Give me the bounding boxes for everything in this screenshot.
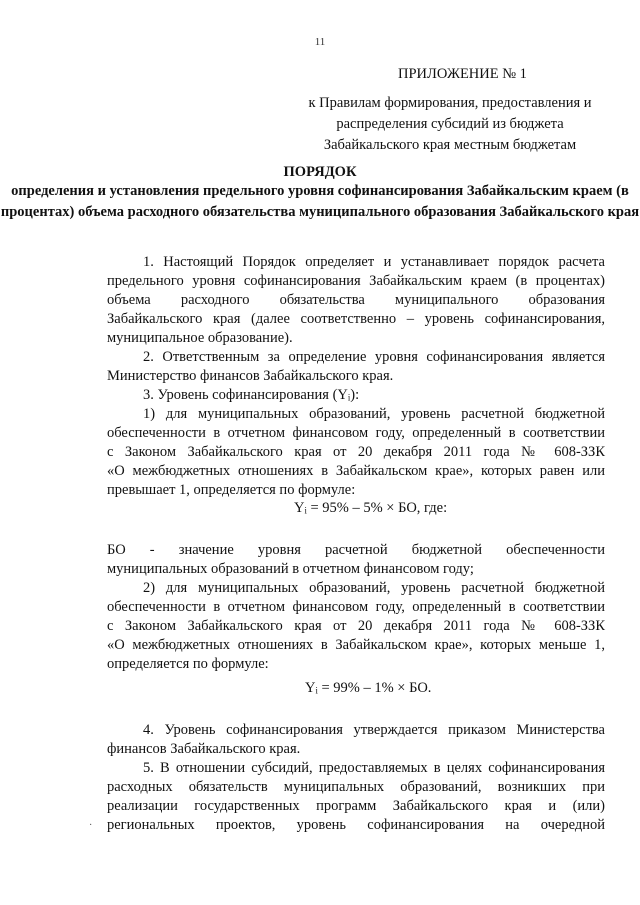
body-line: Забайкальского края (далее соответственно – уровень софинансирования, — [107, 311, 605, 327]
body-line: 1. Настоящий Порядок определяет и устанавливает порядок расчета — [143, 254, 605, 270]
margin-mark: · — [89, 820, 93, 831]
body-line: БО - значение уровня расчетной бюджетной обеспеченности — [107, 542, 605, 558]
body-line: предельного уровня софинансирования Забайкальским краем (в процентах) — [107, 273, 605, 289]
document-subtitle: определения и установления предельного уровня софинансирования Забайкальским краем (в процентах) объема расходного обязательства муниципального образования Забайкальского края — [0, 183, 640, 220]
body-line: объема расходного обязательства муниципального образования — [107, 292, 605, 308]
page-number: 11 — [314, 36, 326, 48]
body-line: «О межбюджетных отношениях в Забайкальском крае», которых равен или — [107, 463, 605, 479]
body-line: Министерство финансов Забайкальского края. — [107, 368, 394, 384]
body-line: 2) для муниципальных образований, уровень расчетной бюджетной — [143, 580, 605, 596]
body-line: финансов Забайкальского края. — [107, 741, 301, 757]
body-line: обеспеченности в отчетном финансовом году, определенный в соответствии — [107, 425, 605, 441]
body-line: с Законом Забайкальского края от 20 декабря 2011 года № 608-ЗЗК — [107, 618, 605, 634]
body-line: обеспеченности в отчетном финансовом году, определенный в соответствии — [107, 599, 605, 615]
body-line: расходных обязательств муниципальных образований, возникших при — [107, 779, 605, 795]
body-line: превышает 1, определяется по формуле: — [107, 482, 356, 498]
body-line: с Законом Забайкальского края от 20 декабря 2011 года № 608-ЗЗК — [107, 444, 605, 460]
body-line: 5. В отношении субсидий, предоставляемых в целях софинансирования — [143, 760, 605, 776]
appendix-title: ПРИЛОЖЕНИЕ № 1 — [398, 66, 527, 82]
body-line: реализации государственных программ Забайкальского края и (или) — [107, 798, 605, 814]
document-title: ПОРЯДОК — [283, 164, 357, 180]
formula-1: Yᵢ = 95% – 5% × БО, где: — [294, 500, 448, 516]
body-line: определяется по формуле: — [107, 656, 269, 672]
body-line: региональных проектов, уровень софинансирования на очередной — [107, 817, 605, 833]
body-line: 4. Уровень софинансирования утверждается приказом Министерства — [143, 722, 605, 738]
body-line: 3. Уровень софинансирования (Yᵢ): — [143, 387, 360, 403]
body-line: «О межбюджетных отношениях в Забайкальском крае», которых меньше 1, — [107, 637, 605, 653]
body-line: муниципальных образований в отчетном финансовом году; — [107, 561, 474, 577]
formula-2: Yᵢ = 99% – 1% × БО. — [305, 680, 432, 696]
body-line: 2. Ответственным за определение уровня софинансирования является — [143, 349, 605, 365]
body-line: муниципальное образование). — [107, 330, 293, 346]
appendix-subtitle: к Правилам формирования, предоставления и распределения субсидий из бюджета Забайкальского края местным бюджетам — [308, 95, 592, 153]
body-line: 1) для муниципальных образований, уровень расчетной бюджетной — [143, 406, 605, 422]
